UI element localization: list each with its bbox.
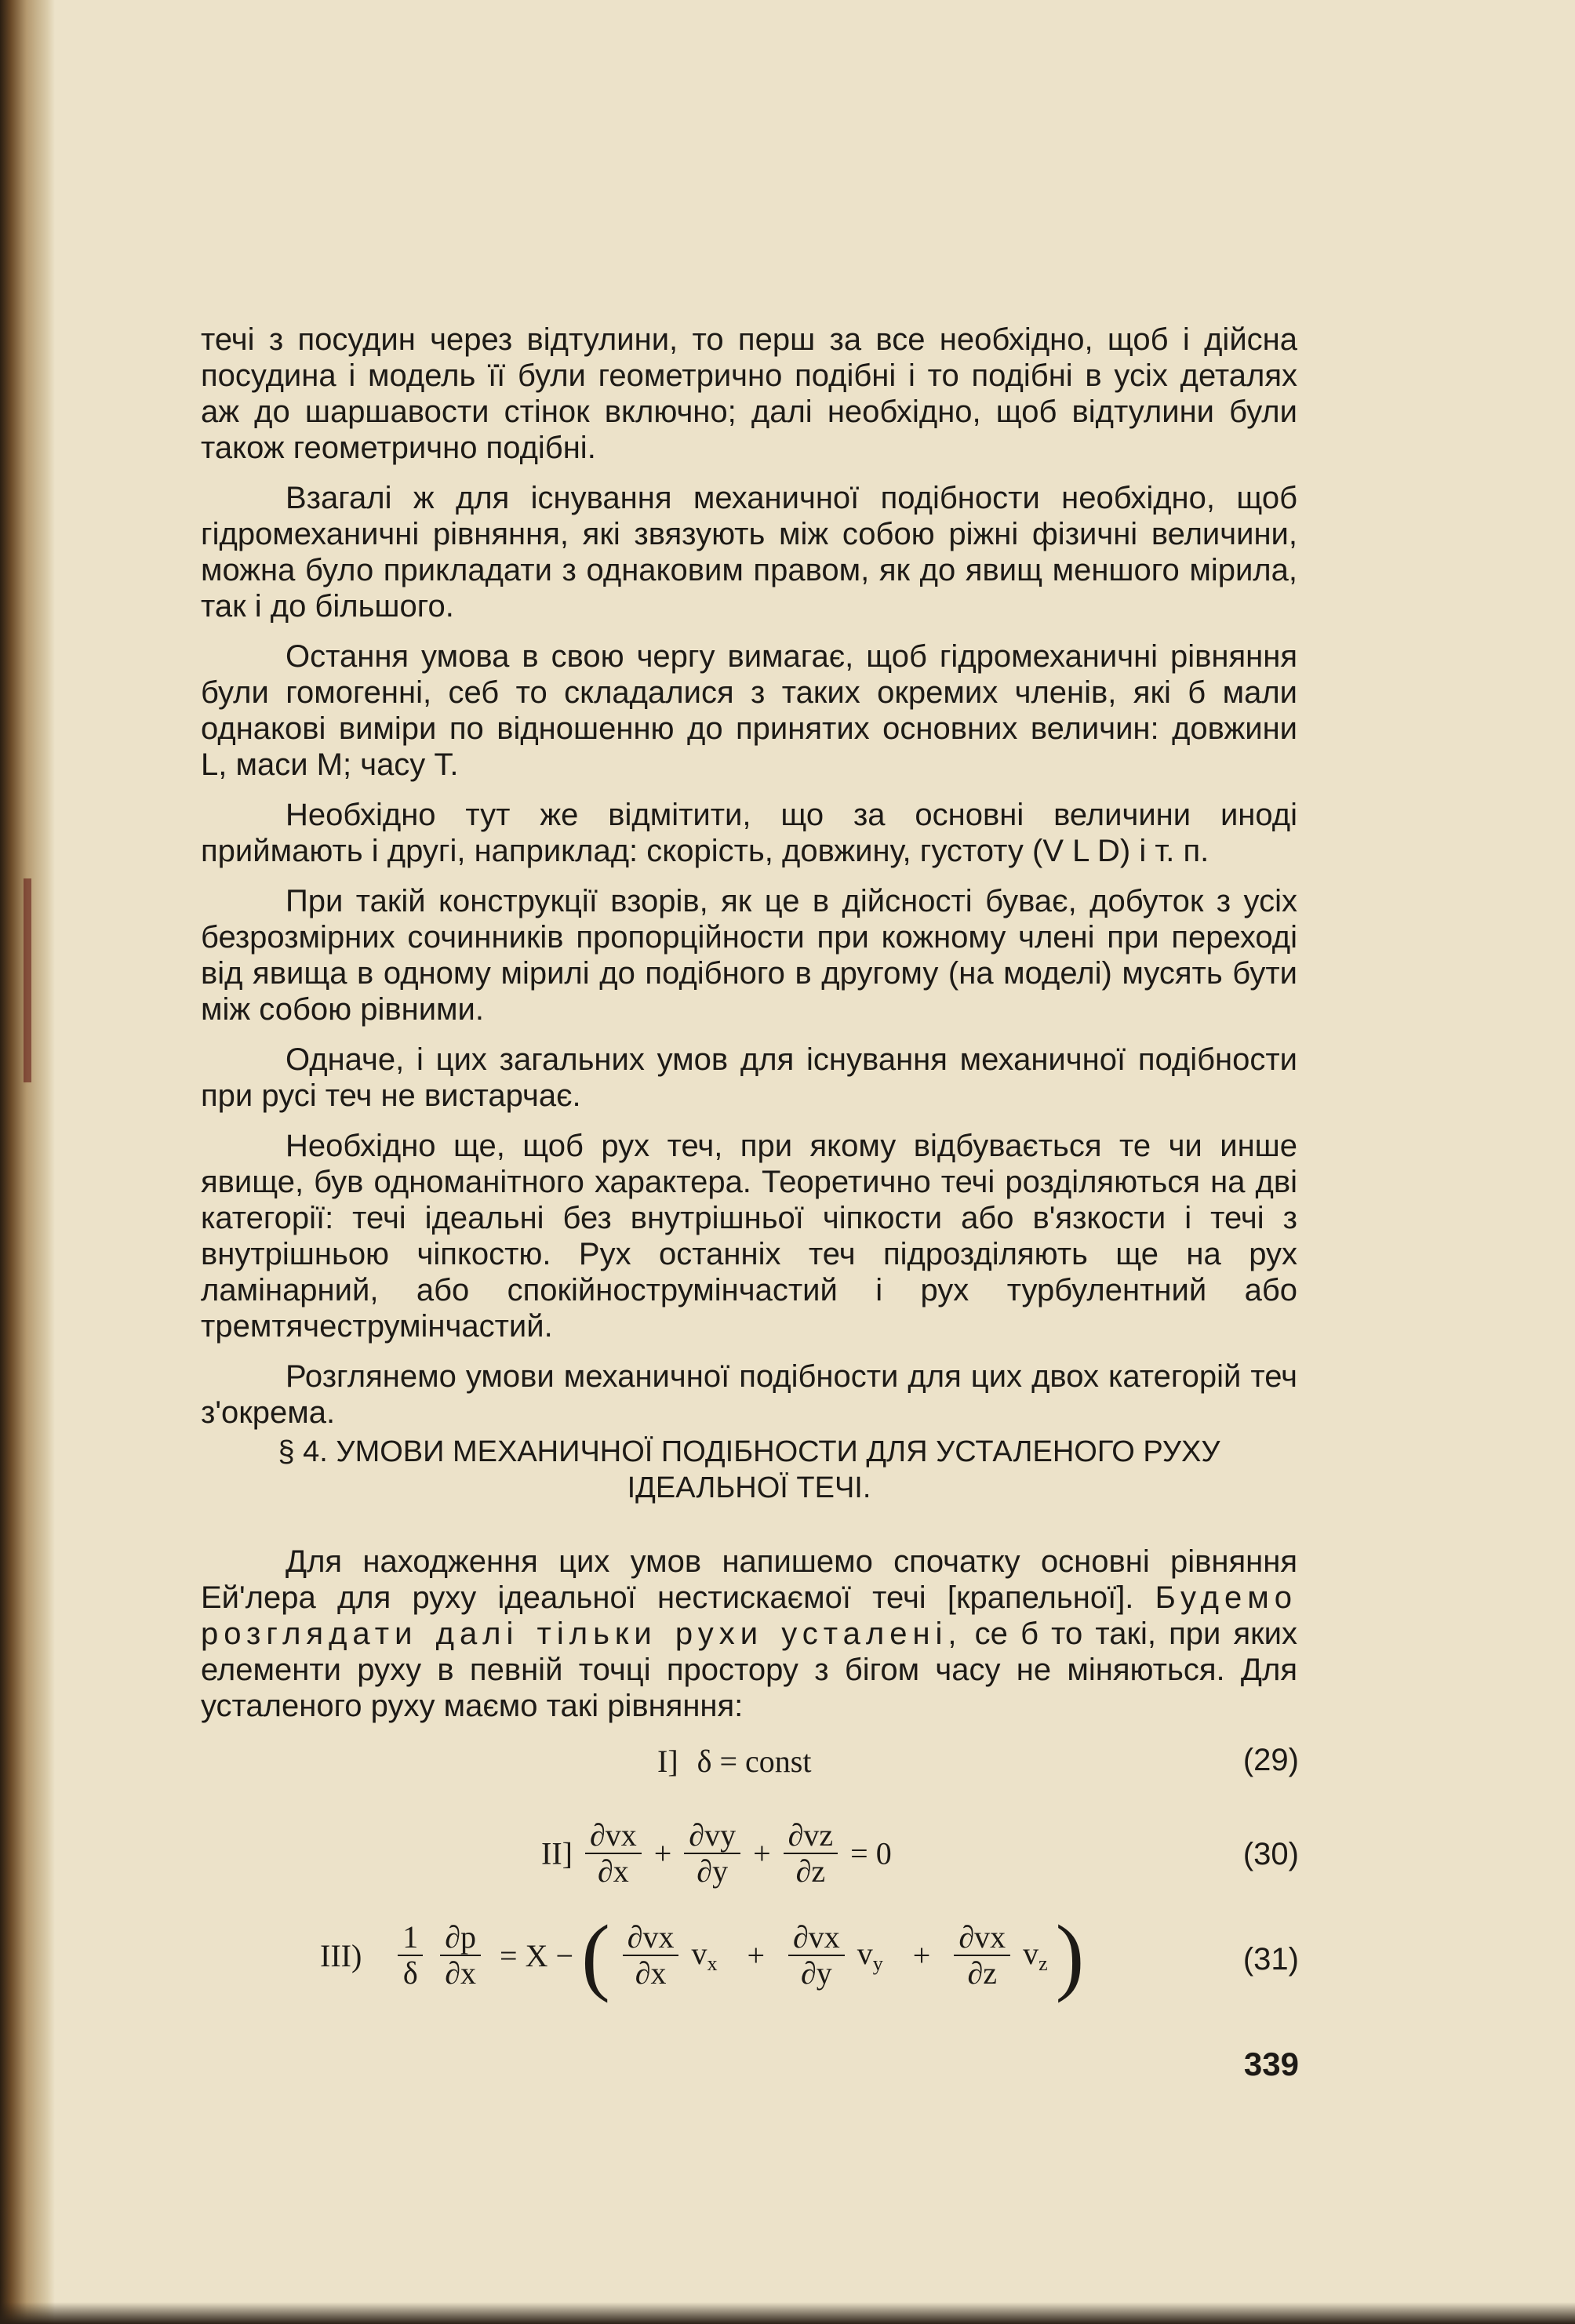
eq30-fraction-z-denominator: ∂z [795, 1853, 826, 1889]
eq31-lhs-fraction-2-numerator: ∂p [440, 1920, 481, 1956]
eq30-fraction-z-numerator: ∂vz [784, 1818, 838, 1854]
paragraph-3: Остання умова в свою чергу вимагає, щоб гідромеханичні рівняння були гомогенні, себ то складалися з таких окремих членів, які б мали однакові виміри по відношенню до принятих основних величин: довжини L, маси M; часу T. [201, 639, 1297, 782]
paragraph-4: Необхідно тут же відмітити, що за основні величини иноді приймають і другі, наприклад: скорість, довжину, густоту (V L D) і т. п. [201, 798, 1297, 868]
eq31-term-1-numerator: ∂vx [623, 1920, 679, 1956]
equation-29-number: (29) [1242, 1743, 1299, 1777]
eq30-fraction-z [784, 1818, 838, 1889]
body-text [201, 322, 1297, 1445]
eq31-open-paren: ( [581, 1908, 610, 2003]
eq31-lhs-fraction-2 [440, 1920, 481, 1991]
binding-mark [24, 878, 31, 1082]
eq29-label: I] [657, 1744, 678, 1779]
eq30-label: II] [541, 1835, 573, 1871]
eq31-term-3-v: v [1023, 1936, 1039, 1971]
eq31-plus-1: + [747, 1937, 766, 1973]
section-paragraph-part-1: Для находження цих умов напишемо спочатку основні рівняння Ей'лера для руху ідеальної нестискаємої течі [крапельної]. [201, 1544, 1297, 1615]
paragraph-6: Одначе, і цих загальних умов для існування механичної подібности при русі теч не вистарчає. [201, 1042, 1297, 1113]
section-heading-line-2: ІДЕАЛЬНОЇ ТЕЧІ. [627, 1471, 871, 1504]
eq30-fraction-y-denominator: ∂y [697, 1853, 729, 1889]
eq31-plus-2: + [912, 1937, 931, 1973]
section-text [201, 1544, 1297, 1724]
equation-31 [320, 1908, 1085, 2003]
eq31-term-3-subscript: z [1038, 1952, 1048, 1975]
eq30-fraction-x-numerator: ∂vx [585, 1818, 642, 1854]
equation-31-number: (31) [1242, 1942, 1299, 1977]
eq31-label: III) [320, 1937, 362, 1973]
eq31-term-3-fraction [954, 1920, 1010, 1991]
eq31-term-1-fraction [623, 1920, 679, 1991]
eq31-equals: = X − [500, 1937, 574, 1973]
paragraph-2: Взагалі ж для існування механичної подібности необхідно, щоб гідромеханичні рівняння, які звязують між собою ріжні фізичні величини, можна було прикладати з однаковим правом, як до явищ меншого мірила, так і до більшого. [201, 481, 1297, 624]
eq30-fraction-x [585, 1818, 642, 1889]
eq30-rhs: = 0 [850, 1835, 892, 1871]
equation-30-number: (30) [1242, 1837, 1299, 1871]
section-paragraph-part-2: се б то такі, при яких елементи руху в певній точці простору з бігом часу не міняються. Для усталеного руху маємо такі рівняння: [201, 1617, 1298, 1723]
eq31-term-3-velocity [1023, 1936, 1048, 1975]
eq30-fraction-y-numerator: ∂vy [684, 1818, 740, 1854]
eq31-term-2-subscript: y [872, 1952, 883, 1975]
page-number: 339 [1243, 2046, 1299, 2082]
eq29-expression: δ = const [697, 1744, 812, 1779]
eq31-close-paren: ) [1055, 1908, 1085, 2003]
eq31-term-1-v: v [691, 1936, 707, 1971]
eq31-term-2-v: v [857, 1936, 873, 1971]
eq31-term-3-numerator: ∂vx [954, 1920, 1010, 1956]
eq30-fraction-x-denominator: ∂x [597, 1853, 629, 1889]
section-heading [201, 1434, 1297, 1506]
eq31-term-1-velocity [691, 1936, 718, 1975]
eq30-fraction-y [684, 1818, 740, 1889]
paragraph-8: Розглянемо умови механичної подібности для цих двох категорій теч з'окрема. [201, 1359, 1297, 1430]
eq31-term-2-fraction [788, 1920, 845, 1991]
eq31-term-2-velocity [857, 1936, 883, 1975]
eq31-term-3-denominator: ∂z [967, 1955, 997, 1991]
eq31-term-2-numerator: ∂vx [788, 1920, 845, 1956]
eq31-term-1-subscript: x [707, 1952, 718, 1975]
book-spine [0, 0, 55, 2324]
eq31-lhs-fraction-1 [398, 1920, 423, 1991]
eq31-lhs-fraction-1-denominator: δ [402, 1955, 418, 1991]
equation-29 [657, 1743, 811, 1780]
paragraph-1: течі з посудин через відтулини, то перш за все необхідно, щоб і дійсна посудина і модель її були геометрично подібні і то подібні в усіх деталях аж до шаршавости стінок включно; далі необхідно, щоб відтулини були також геометрично подібні. [201, 322, 1297, 465]
paragraph-7: Необхідно ще, щоб рух теч, при якому відбувається те чи инше явище, був одноманітного характера. Теоретично течі розділяються на дві категорії: течі ідеальні без внутрішньої чіпкости або в'язкости і течі з внутрішньою чіпкостю. Рух останніх теч підрозділяють ще на рух ламінарний, або спокійнострумінчастий і рух турбулентний або тремтячеструмінчастий. [201, 1129, 1297, 1344]
section-paragraph [201, 1544, 1297, 1724]
page-bottom-edge [0, 2302, 1575, 2324]
paragraph-5: При такій конструкції взорів, як це в дійсності буває, добуток з усіх безрозмірних сочинників пропорційности при кожному члені при переході від явища в одному мірилі до подібного в другому (на моделі) мусять бути між собою рівними. [201, 884, 1297, 1027]
eq31-lhs-fraction-1-numerator: 1 [398, 1920, 423, 1956]
eq30-plus-2: + [753, 1835, 771, 1871]
equation-30 [541, 1818, 892, 1889]
eq30-plus-1: + [653, 1835, 672, 1871]
section-paragraph-spaced: Будемо розглядати далі тільки рухи усталені, [201, 1580, 1297, 1651]
eq31-term-1-denominator: ∂x [635, 1955, 667, 1991]
eq31-lhs-fraction-2-denominator: ∂x [445, 1955, 477, 1991]
eq31-term-2-denominator: ∂y [801, 1955, 832, 1991]
section-heading-line-1: § 4. УМОВИ МЕХАНИЧНОЇ ПОДІБНОСТИ ДЛЯ УСТАЛЕНОГО РУХУ [278, 1435, 1220, 1468]
